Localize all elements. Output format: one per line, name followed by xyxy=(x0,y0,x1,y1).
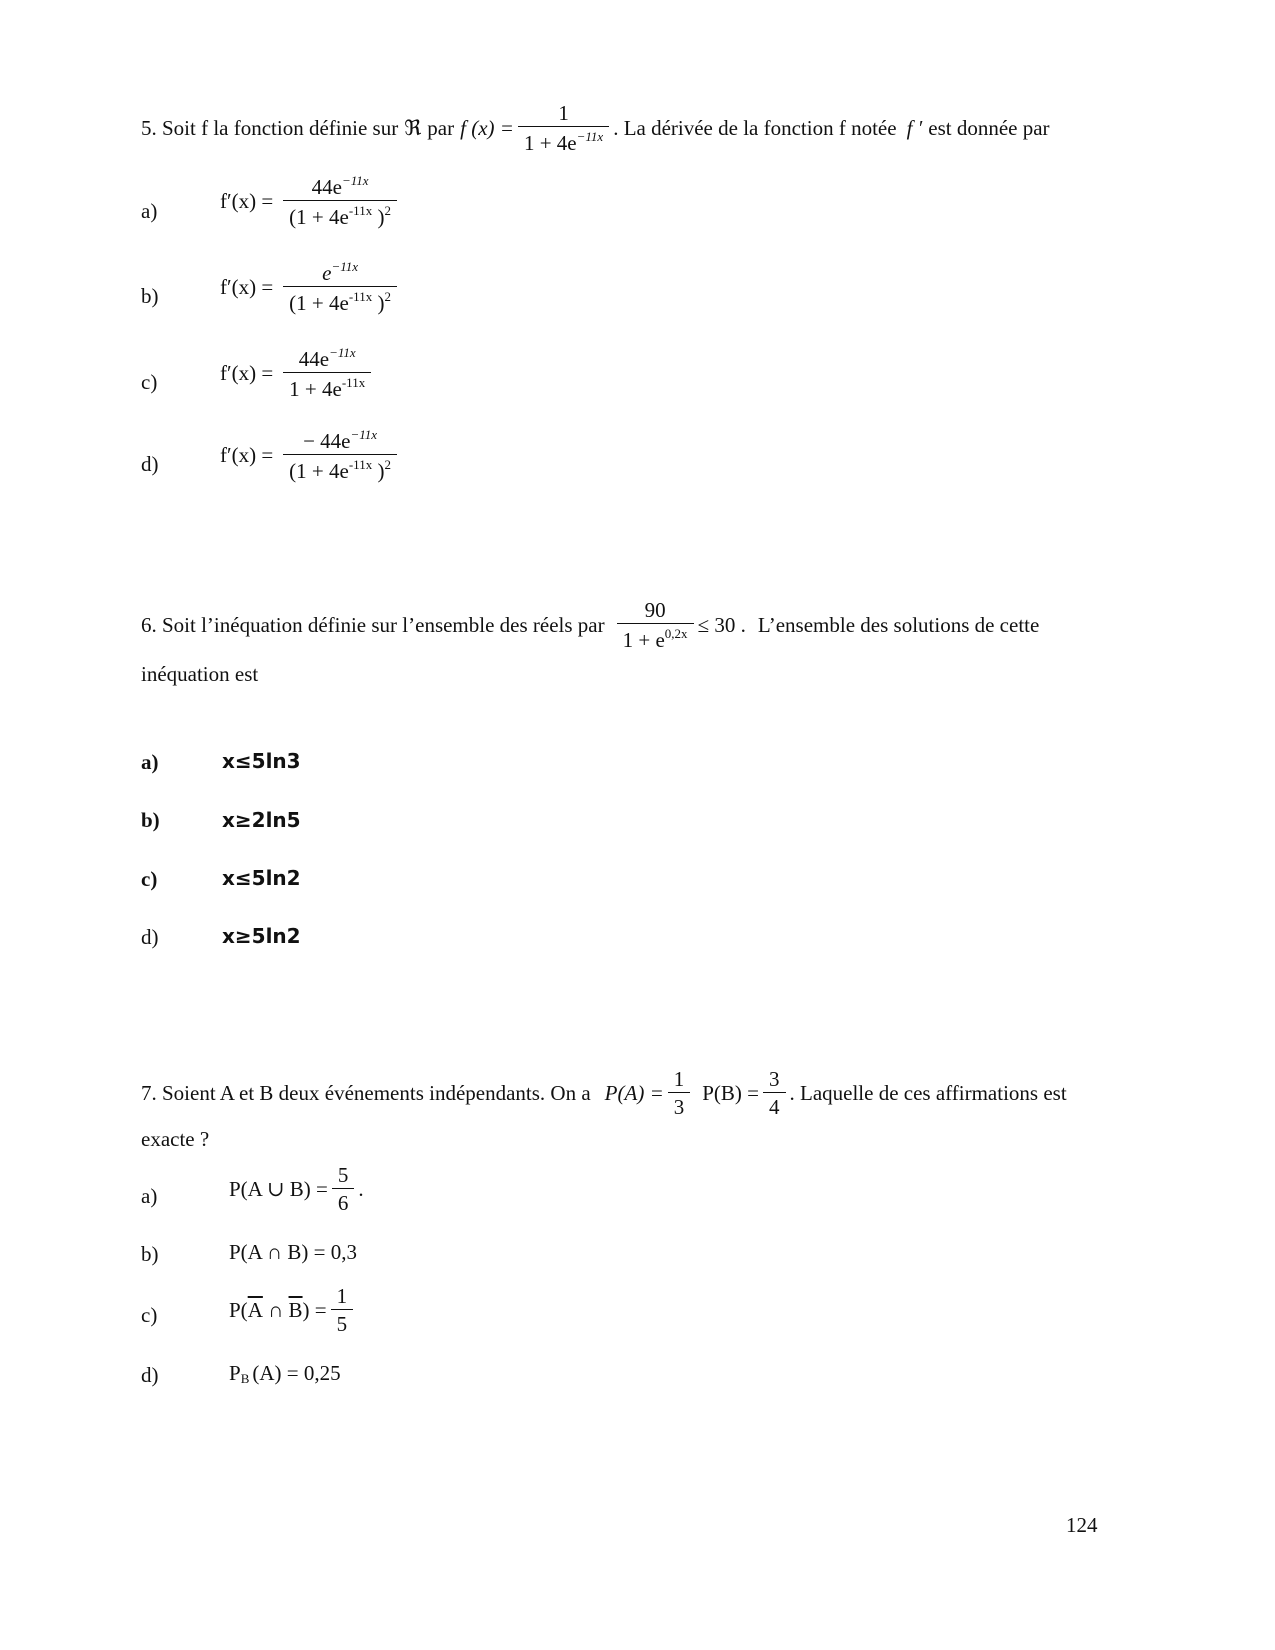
q5-d-num-base: − 44e xyxy=(303,429,351,453)
q7-c-close: ) = xyxy=(302,1297,327,1322)
q6-intro: 6. Soit l’inéquation définie sur l’ensemble des réels par xyxy=(141,612,605,637)
q7-intro: 7. Soient A et B deux événements indépendants. On a xyxy=(141,1080,591,1105)
q5-b-num-base: e xyxy=(322,261,332,285)
q7-c-b-complement: $\overline{B}$ xyxy=(288,1297,303,1322)
q5-d-lhs: f′(x) = xyxy=(220,442,274,467)
q7-d-p: P xyxy=(229,1361,241,1385)
q5-option-b-label: b) xyxy=(141,284,159,308)
q7-d-rest: (A) = 0,25 xyxy=(252,1361,341,1385)
q7-c-den: 5 xyxy=(331,1309,354,1335)
q5-d-den-pow: 2 xyxy=(384,457,391,473)
q5-f-den-base: 1 + 4e xyxy=(523,131,577,156)
q6-denominator xyxy=(617,623,694,651)
q6-option-a-label: a) xyxy=(141,750,159,774)
q5-statement xyxy=(141,102,1050,154)
q5-function-fraction xyxy=(518,102,609,154)
q5-d-den-base: (1 + 4e xyxy=(289,459,349,484)
q5-c-num xyxy=(293,346,362,372)
q7-c-a-complement: $\overline{A}$ xyxy=(247,1297,263,1322)
q6-option-c-text: x≤5ln2 xyxy=(222,866,301,890)
q7-pa-lhs: P(A) = xyxy=(604,1080,664,1105)
q5-b-den-close: ) xyxy=(372,291,385,316)
q6-numerator: 90 xyxy=(644,598,666,622)
q7-a-den: 6 xyxy=(332,1188,355,1214)
q5-option-a-label: a) xyxy=(141,199,158,223)
q5-option-c-formula xyxy=(220,346,375,400)
q5-a-lhs: f′(x) = xyxy=(220,188,274,213)
q5-a-den-base: (1 + 4e xyxy=(289,205,349,230)
q5-d-num-exp: −11x xyxy=(350,427,378,442)
q5-f-denominator xyxy=(518,126,609,154)
q5-d-den-close: ) xyxy=(372,459,385,484)
q5-option-a-formula xyxy=(220,174,401,228)
q5-c-num-exp: −11x xyxy=(329,345,356,360)
q5-fprime: f ′ xyxy=(906,115,923,140)
q5-fx-lhs: f (x) = xyxy=(460,115,514,140)
q5-b-den xyxy=(283,286,397,314)
q5-option-d-formula xyxy=(220,428,401,482)
q5-c-lhs: f′(x) = xyxy=(220,360,274,385)
q5-tail2: est donnée par xyxy=(928,115,1050,140)
real-set-symbol: ℜ xyxy=(404,115,422,140)
q5-d-num xyxy=(297,428,383,454)
q5-b-lhs: f′(x) = xyxy=(220,274,274,299)
q6-den-base: 1 + e xyxy=(622,628,665,653)
q5-option-b-formula xyxy=(220,260,401,314)
q7-pb-num: 3 xyxy=(769,1067,780,1091)
q7-pa-den: 3 xyxy=(668,1092,691,1118)
q5-c-fraction xyxy=(283,346,371,400)
q5-f-den-exp: −11x xyxy=(576,129,604,145)
q5-b-den-base: (1 + 4e xyxy=(289,291,349,316)
q7-c-cap: ∩ xyxy=(262,1297,289,1322)
q5-b-num-exp: −11x xyxy=(331,259,359,274)
q6-option-b-text: x≥2ln5 xyxy=(222,808,301,832)
q7-a-end: . xyxy=(358,1176,364,1201)
q7-pa-num: 1 xyxy=(673,1067,685,1091)
q5-option-c-label: c) xyxy=(141,370,158,394)
q5-a-den-pow: 2 xyxy=(384,203,391,219)
q7-a-fraction xyxy=(332,1164,355,1214)
q7-option-d-label: d) xyxy=(141,1363,159,1387)
q7-a-num: 5 xyxy=(337,1163,349,1187)
q7-option-c-formula xyxy=(229,1285,357,1335)
q5-par: par xyxy=(427,115,455,140)
q7-line2: exacte ? xyxy=(141,1127,210,1151)
q7-option-a-formula xyxy=(229,1164,364,1214)
q5-b-den-pow: 2 xyxy=(384,289,391,305)
q5-a-num-exp: −11x xyxy=(341,173,369,188)
q7-option-d-formula xyxy=(229,1361,341,1387)
q7-pa-fraction xyxy=(668,1068,691,1118)
q7-a-lhs: P(A ∪ B) = xyxy=(229,1176,328,1201)
q7-c-num: 1 xyxy=(336,1284,348,1308)
q6-fraction xyxy=(617,599,694,651)
q7-option-a-label: a) xyxy=(141,1184,158,1208)
q5-a-den xyxy=(283,200,397,228)
q5-b-fraction xyxy=(283,260,397,314)
q5-intro: 5. Soit f la fonction définie sur xyxy=(141,115,399,140)
q5-tail: . La dérivée de la fonction f notée xyxy=(613,115,897,140)
q5-option-d-label: d) xyxy=(141,452,159,476)
q6-statement xyxy=(141,599,1039,651)
q6-option-c-label: c) xyxy=(141,867,158,891)
q7-option-c-label: c) xyxy=(141,1303,158,1327)
q7-option-b-label: b) xyxy=(141,1242,159,1266)
q5-c-num-base: 44e xyxy=(298,347,330,371)
q5-c-den-exp: -11x xyxy=(341,375,366,391)
q5-b-num xyxy=(316,260,364,286)
q7-pb-den: 4 xyxy=(763,1092,786,1118)
q5-d-fraction xyxy=(283,428,397,482)
q5-c-den xyxy=(283,372,371,400)
q7-c-fraction xyxy=(331,1285,354,1335)
q7-d-sub: B xyxy=(240,1371,250,1386)
q7-c-p: P( xyxy=(229,1297,248,1322)
q6-rhs: ≤ 30 . xyxy=(697,612,746,637)
q5-a-den-exp: -11x xyxy=(348,203,373,219)
q7-pb-fraction xyxy=(763,1068,786,1118)
q7-tail: . Laquelle de ces affirmations est xyxy=(789,1080,1067,1105)
q6-option-b-label: b) xyxy=(141,808,160,832)
q6-tail: L’ensemble des solutions de cette xyxy=(757,612,1040,637)
q5-a-num-base: 44e xyxy=(311,175,342,199)
q6-option-a-text: x≤5ln3 xyxy=(222,749,301,773)
q6-den-exp: 0,2x xyxy=(664,626,688,642)
q5-a-num xyxy=(306,174,375,200)
q7-statement xyxy=(141,1068,1067,1118)
page-number: 124 xyxy=(1066,1513,1098,1537)
q5-d-den xyxy=(283,454,397,482)
q6-option-d-label: d) xyxy=(141,925,159,949)
q5-a-fraction xyxy=(283,174,397,228)
q5-f-numerator: 1 xyxy=(558,101,569,125)
q6-line2: inéquation est xyxy=(141,662,259,686)
q7-option-b-text: P(A ∩ B) = 0,3 xyxy=(229,1240,357,1264)
q5-a-den-close: ) xyxy=(372,205,385,230)
q5-d-den-exp: -11x xyxy=(348,457,373,473)
q7-pb-lhs: P(B) = xyxy=(702,1080,759,1105)
q6-option-d-text: x≥5ln2 xyxy=(222,924,301,948)
q5-c-den-base: 1 + 4e xyxy=(289,377,342,402)
q5-b-den-exp: -11x xyxy=(348,289,373,305)
